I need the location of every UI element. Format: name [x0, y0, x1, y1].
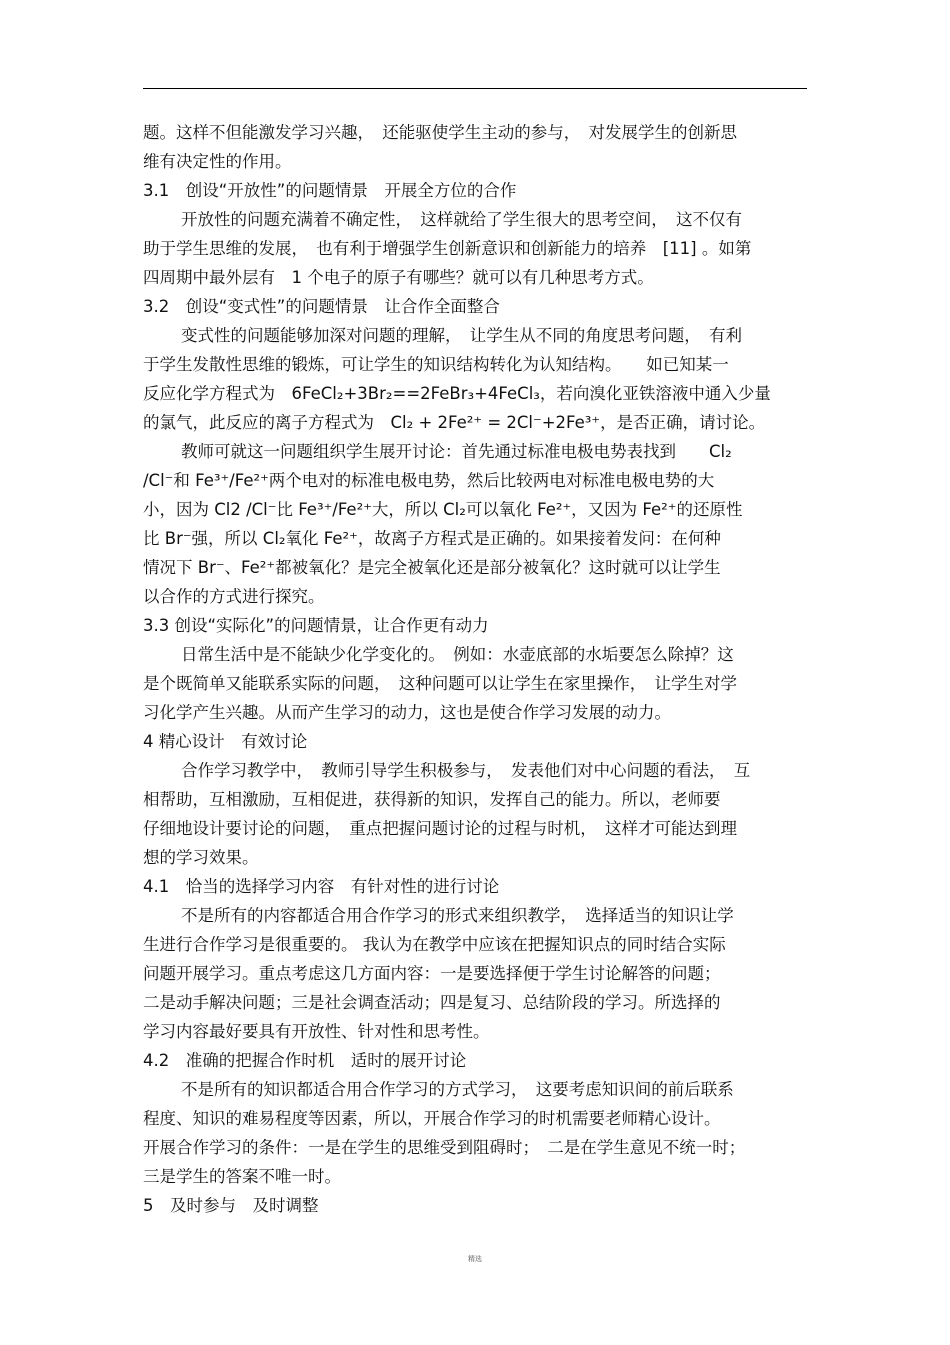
paragraph-line: 教师可就这一问题组织学生展开讨论：首先通过标准电极电势表找到 Cl₂	[181, 442, 732, 461]
paragraph-line: 比 Br⁻强，所以 Cl₂氧化 Fe²⁺，故离子方程式是正确的。如果接着发问：在何种	[143, 529, 721, 548]
paragraph-line: 相帮助，互相激励，互相促进，获得新的知识，发挥自己的能力。所以，老师要	[143, 790, 721, 809]
paragraph-line: 以合作的方式进行探究。	[143, 587, 325, 606]
paragraph-line: 二是动手解决问题；三是社会调查活动；四是复习、总结阶段的学习。所选择的	[143, 993, 721, 1012]
paragraph-line: 想的学习效果。	[143, 848, 259, 867]
paragraph-line: 三是学生的答案不唯一时。	[143, 1167, 341, 1186]
section-heading-3-1: 3.1 创设“开放性”的问题情景 开展全方位的合作	[143, 181, 517, 200]
paragraph-line: 题。这样不但能激发学习兴趣， 还能驱使学生主动的参与， 对发展学生的创新思	[143, 123, 737, 142]
paragraph-line: 于学生发散性思维的锻炼，可让学生的知识结构转化为认知结构。 如已知某一	[143, 355, 729, 374]
paragraph-line: 变式性的问题能够加深对问题的理解， 让学生从不同的角度思考问题， 有利	[181, 326, 742, 345]
paragraph-line: 小，因为 Cl2 /Cl⁻比 Fe³⁺/Fe²⁺大，所以 Cl₂可以氧化 Fe²⁺，又因为 Fe²⁺的还原性	[143, 500, 743, 519]
paragraph-line: /Cl⁻和 Fe³⁺/Fe²⁺两个电对的标准电极电势，然后比较两电对标准电极电势的大	[143, 471, 715, 490]
paragraph-line: 问题开展学习。重点考虑这几方面内容：一是要选择便于学生讨论解答的问题；	[143, 964, 721, 983]
paragraph-line: 的氯气，此反应的离子方程式为 Cl₂ + 2Fe²⁺ = 2Cl⁻+2Fe³⁺，是否正确，请讨论。	[143, 413, 766, 432]
paragraph-line: 反应化学方程式为 6FeCl₂+3Br₂==2FeBr₃+4FeCl₃，若向溴化亚铁溶液中通入少量	[143, 384, 771, 403]
paragraph-line: 维有决定性的作用。	[143, 152, 292, 171]
paragraph-line: 生进行合作学习是很重要的。 我认为在教学中应该在把握知识点的同时结合实际	[143, 935, 726, 954]
paragraph-line: 不是所有的内容都适合用合作学习的形式来组织教学， 选择适当的知识让学	[181, 906, 734, 925]
paragraph-line: 合作学习教学中， 教师引导学生积极参与， 发表他们对中心问题的看法， 互	[181, 761, 751, 780]
paragraph-line: 日常生活中是不能缺少化学变化的。 例如：水壶底部的水垢要怎么除掉？这	[181, 645, 734, 664]
section-heading-4: 4 精心设计 有效讨论	[143, 732, 308, 751]
paragraph-line: 仔细地设计要讨论的问题， 重点把握问题讨论的过程与时机， 这样才可能达到理	[143, 819, 737, 838]
paragraph-line: 开展合作学习的条件：一是在学生的思维受到阻碍时； 二是在学生意见不统一时；	[143, 1138, 746, 1157]
section-heading-5: 5 及时参与 及时调整	[143, 1196, 319, 1215]
section-heading-3-2: 3.2 创设“变式性”的问题情景 让合作全面整合	[143, 297, 500, 316]
section-heading-4-1: 4.1 恰当的选择学习内容 有针对性的进行讨论	[143, 877, 500, 896]
paragraph-line: 四周期中最外层有 1 个电子的原子有哪些？就可以有几种思考方式。	[143, 268, 654, 287]
paragraph-line: 助于学生思维的发展， 也有利于增强学生创新意识和创新能力的培养 [11] 。如第	[143, 239, 752, 258]
paragraph-line: 不是所有的知识都适合用合作学习的方式学习， 这要考虑知识间的前后联系	[181, 1080, 734, 1099]
header-rule	[143, 88, 807, 89]
paragraph-line: 学习内容最好要具有开放性、针对性和思考性。	[143, 1022, 490, 1041]
paragraph-line: 是个既简单又能联系实际的问题， 这种问题可以让学生在家里操作， 让学生对学	[143, 674, 737, 693]
section-heading-4-2: 4.2 准确的把握合作时机 适时的展开讨论	[143, 1051, 467, 1070]
page-footer: 精选	[468, 1255, 482, 1263]
paragraph-line: 情况下 Br⁻、Fe²⁺都被氧化？是完全被氧化还是部分被氧化？这时就可以让学生	[143, 558, 721, 577]
paragraph-line: 开放性的问题充满着不确定性， 这样就给了学生很大的思考空间， 这不仅有	[181, 210, 742, 229]
paragraph-line: 习化学产生兴趣。从而产生学习的动力，这也是使合作学习发展的动力。	[143, 703, 671, 722]
paragraph-line: 程度、知识的难易程度等因素，所以，开展合作学习的时机需要老师精心设计。	[143, 1109, 721, 1128]
document-body	[143, 118, 808, 1220]
section-heading-3-3: 3.3 创设“实际化”的问题情景，让合作更有动力	[143, 616, 489, 635]
